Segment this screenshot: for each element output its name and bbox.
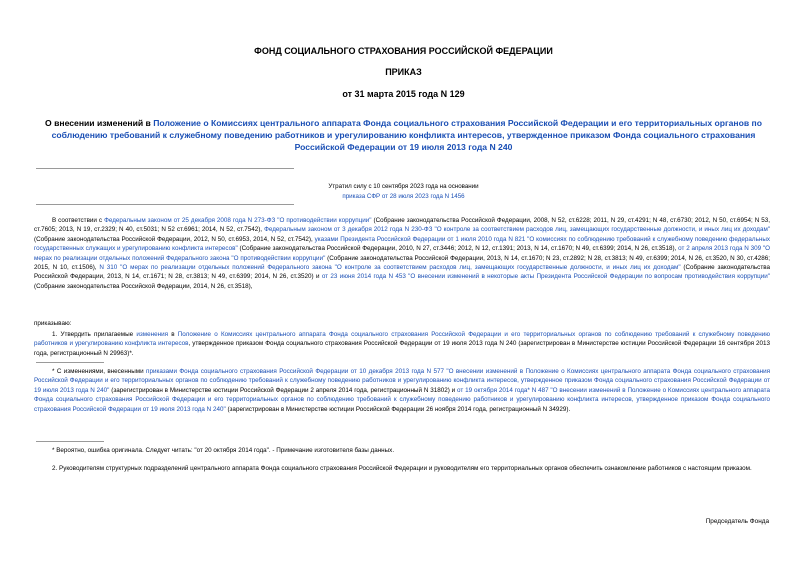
- footnote-2: [34, 446, 770, 455]
- decree-821-link[interactable]: указами Президента Российской Федерации от 1 июля 2010 года N 821 "О комиссиях по соблюдению требований к служебному поведению федеральных государственных служащих и урегулированию конфликта интересов": [34, 235, 770, 253]
- status-note-text: Утратил силу с 10 сентября 2023 года на основании: [328, 183, 479, 190]
- item-1-text: в: [168, 331, 178, 338]
- decree-309-link[interactable]: от 2 апреля 2013 года N 309 "О мерах по реализации отдельных положений Федерального закона "О противодействии коррупции": [34, 245, 770, 262]
- basis-text: (Собрание законодательства Российской Федерации, 2013, N 14, ст.1671; N 28, ст.3813; N 49, ст.6399; 2014, N 26, ст.3520) и: [34, 264, 770, 281]
- basis-text: (Собрание законодательства Российской Федерации, 2014, N 26, ст.3518),: [34, 282, 253, 290]
- footnote-1-text: (зарегистрирован в Министерстве юстиции Российской Федерации 26 ноября 2014 года, регистрационный N 34929).: [225, 405, 571, 413]
- footnote-1-text: * С изменениями, внесенными: [52, 368, 147, 375]
- basis-paragraph: [34, 216, 770, 291]
- item-2-text: 2. Руководителям структурных подразделений центрального аппарата Фонда социального страхования Российской Федерации и руководителям его территориальных органов обеспечить ознакомление работников с настоящим приказом.: [52, 465, 752, 472]
- repeal-order-link[interactable]: приказа СФР от 28 июля 2023 года N 1456: [342, 192, 465, 200]
- decree-310-link[interactable]: N 310 "О мерах по реализации отдельных положений Федерального закона "О контроле за соответствием расходов лиц, замещающих государственные должности, и иных лиц их доходам": [99, 264, 681, 272]
- law-273-link[interactable]: Федеральным законом от 25 декабря 2008 года N 273-ФЗ "О противодействии коррупции": [104, 217, 372, 224]
- order-577-link[interactable]: приказами Фонда социального страхования Российской Федерации от 10 декабря 2013 года N 577 "О внесении изменений в Положение о Комиссиях центрального аппарата Фонда социального страхования Российской Федерации и его территориальных органов по соблюдению требований к служебному поведению работников и урегулированию конфликта интересов, утвержденное приказом Фонда социального страхования Российской Федерации от 19 июля 2013 года N 240": [34, 368, 771, 394]
- status-note: [230, 182, 577, 201]
- signature-position: Председатель Фонда: [705, 518, 769, 525]
- footnote-1: [34, 367, 770, 414]
- title-prefix: О внесении изменений в: [45, 118, 154, 128]
- item-1-text: 1. Утвердить прилагаемые: [52, 331, 137, 338]
- footnote-1-text: (зарегистрирован в Министерстве юстиции Российской Федерации 2 апреля 2014 года, регистрационный N 31802) и: [109, 386, 458, 394]
- footnote-divider: [36, 362, 104, 363]
- order-word: приказываю:: [34, 320, 72, 327]
- changes-link[interactable]: изменения: [136, 331, 168, 338]
- document-title: [30, 117, 777, 153]
- footnote-2-text: * Вероятно, ошибка оригинала. Следует читать: "от 20 октября 2014 года". - Примечание изготовителя базы данных.: [52, 447, 395, 454]
- item-1-text: , утвержденное приказом Фонда социального страхования Российской Федерации от 19 июля 2013 года N 240 (зарегистрирован в Министерстве юстиции Российской Федерации 16 сентября 2013 года, регистрационный N 29963)*.: [34, 340, 770, 357]
- doc-type: ПРИКАЗ: [385, 67, 422, 77]
- basis-text: (Собрание законодательства Российской Федерации, 2012, N 50, ст.6953, 2014, N 52, ст.7542),: [34, 235, 315, 243]
- order-487-link[interactable]: от 19 октября 2014 года* N 487 "О внесении изменений в Положение о Комиссиях центрального аппарата Фонда социального страхования Российской Федерации и его территориальных органов по соблюдению требований к служебному поведению работников и урегулированию конфликта интересов, утвержденное приказом Фонда социального страхования Российской Федерации от 19 июля 2013 года N 240": [34, 386, 770, 413]
- divider: [36, 168, 294, 169]
- divider: [36, 204, 294, 205]
- item-2: [34, 464, 770, 473]
- org-name: ФОНД СОЦИАЛЬНОГО СТРАХОВАНИЯ РОССИЙСКОЙ ФЕДЕРАЦИИ: [254, 46, 553, 56]
- basis-text: В соответствии с: [52, 217, 105, 224]
- footnote-divider: [36, 441, 104, 442]
- regulation-link[interactable]: Положение о Комиссиях центрального аппарата Фонда социального страхования Российской Федерации и его территориальных органов по соблюдению требований к служебному поведению работников и урегулированию конфликта интересов: [34, 331, 771, 348]
- basis-text: (Собрание законодательства Российской Федерации, 2013, N 14, ст.1670; N 23, ст.2892; N 28, ст.3813; N 49, ст.6399; 2014, N 26, ст.3520, N 30, ст.4286; 2015, N 10, ст.1506),: [34, 254, 770, 272]
- basis-text: (Собрание законодательства Российской Федерации, 2008, N 52, ст.6228; 2011, N 29, ст.4291; N 48, ст.6730; 2012, N 50, ст.6954; N 53, ст.7605; 2013, N 19, ст.2329; N 40, ст.5031; N 52 ст.6961; 2014, N 52, ст.7542),: [34, 217, 771, 234]
- law-230-link[interactable]: Федеральным законом от 3 декабря 2012 года N 230-ФЗ "О контроле за соответствием расходов лиц, замещающих государственные должности, и иных лиц их доходам": [264, 226, 771, 234]
- basis-text: (Собрание законодательства Российской Федерации, 2010, N 27, ст.3446; 2012, N 12, ст.1391; 2013, N 14, ст.1670; N 49, ст.6399; 2014, N 26, ст.3518),: [237, 245, 679, 253]
- item-1: [34, 330, 770, 358]
- doc-date-number: от 31 марта 2015 года N 129: [342, 89, 465, 99]
- title-regulation-link[interactable]: Положение о Комиссиях центрального аппарата Фонда социального страхования Российской Федерации и его территориальных органов по соблюдению требований к служебному поведению работников и урегулированию конфликта интересов, утвержденное приказом Фонда социального страхования Российской Федерации от 19 июля 2013 года N 240: [51, 118, 762, 152]
- decree-453-link[interactable]: от 23 июня 2014 года N 453 "О внесении изменений в некоторые акты Президента Российской Федерации по вопросам противодействия коррупции": [321, 273, 770, 281]
